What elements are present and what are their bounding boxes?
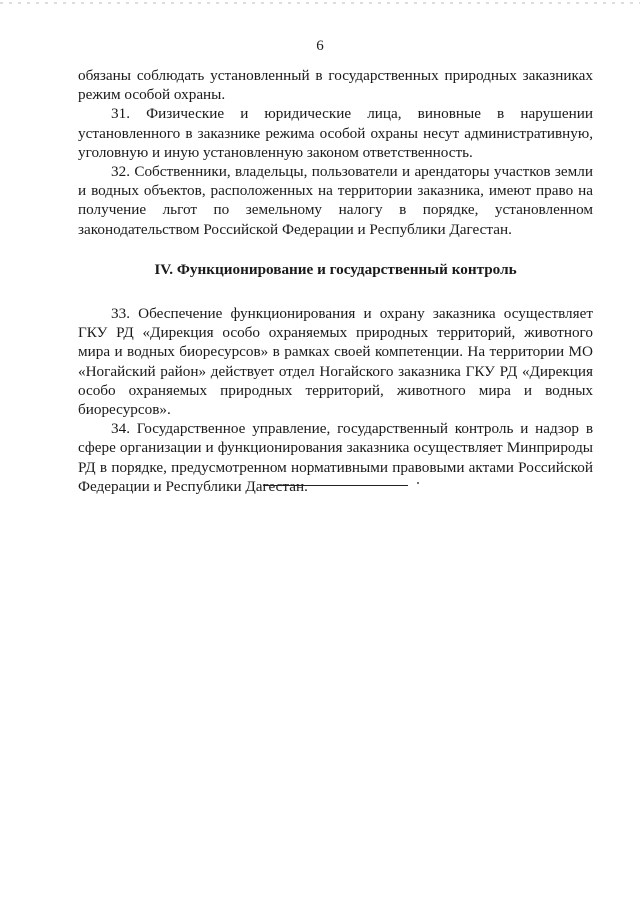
paragraph-33: 33. Обеспечение функционирования и охрану заказника осуществляет ГКУ РД «Дирекция особо охраняемых природных территорий, животного мира и водных биоресурсов» в рамках своей компетенции. На территории МО «Ногайский район» действует отдел Ногайского заказника ГКУ РД «Дирекция особо охраняемых природных территорий, животного мира и водных биоресурсов». — [78, 305, 593, 419]
document-body — [78, 66, 593, 496]
scan-speck — [417, 482, 419, 484]
scan-edge-artifact — [0, 2, 640, 4]
paragraph-32: 32. Собственники, владельцы, пользователи и арендаторы участков земли и водных объектов, расположенных на территории заказника, имеют право на получение льгот по земельному налогу в порядке, установленном законодательством Российской Федерации и Республики Дагестан. — [78, 163, 593, 238]
end-separator-line — [263, 485, 408, 486]
paragraph-31: 31. Физические и юридические лица, виновные в нарушении установленного в заказнике режима особой охраны несут административную, уголовную и иную установленную законом ответственность. — [78, 105, 593, 161]
page-number: 6 — [316, 38, 324, 54]
section-heading: IV. Функционирование и государственный контроль — [154, 260, 517, 278]
paragraph-30-continuation: обязаны соблюдать установленный в государственных природных заказниках режим особой охраны. — [78, 67, 593, 104]
paragraph-34: 34. Государственное управление, государственный контроль и надзор в сфере организации и функционирования заказника осуществляет Минприроды РД в порядке, предусмотренном нормативными правовыми актами Российской Федерации и Республики Дагестан. — [78, 420, 593, 495]
